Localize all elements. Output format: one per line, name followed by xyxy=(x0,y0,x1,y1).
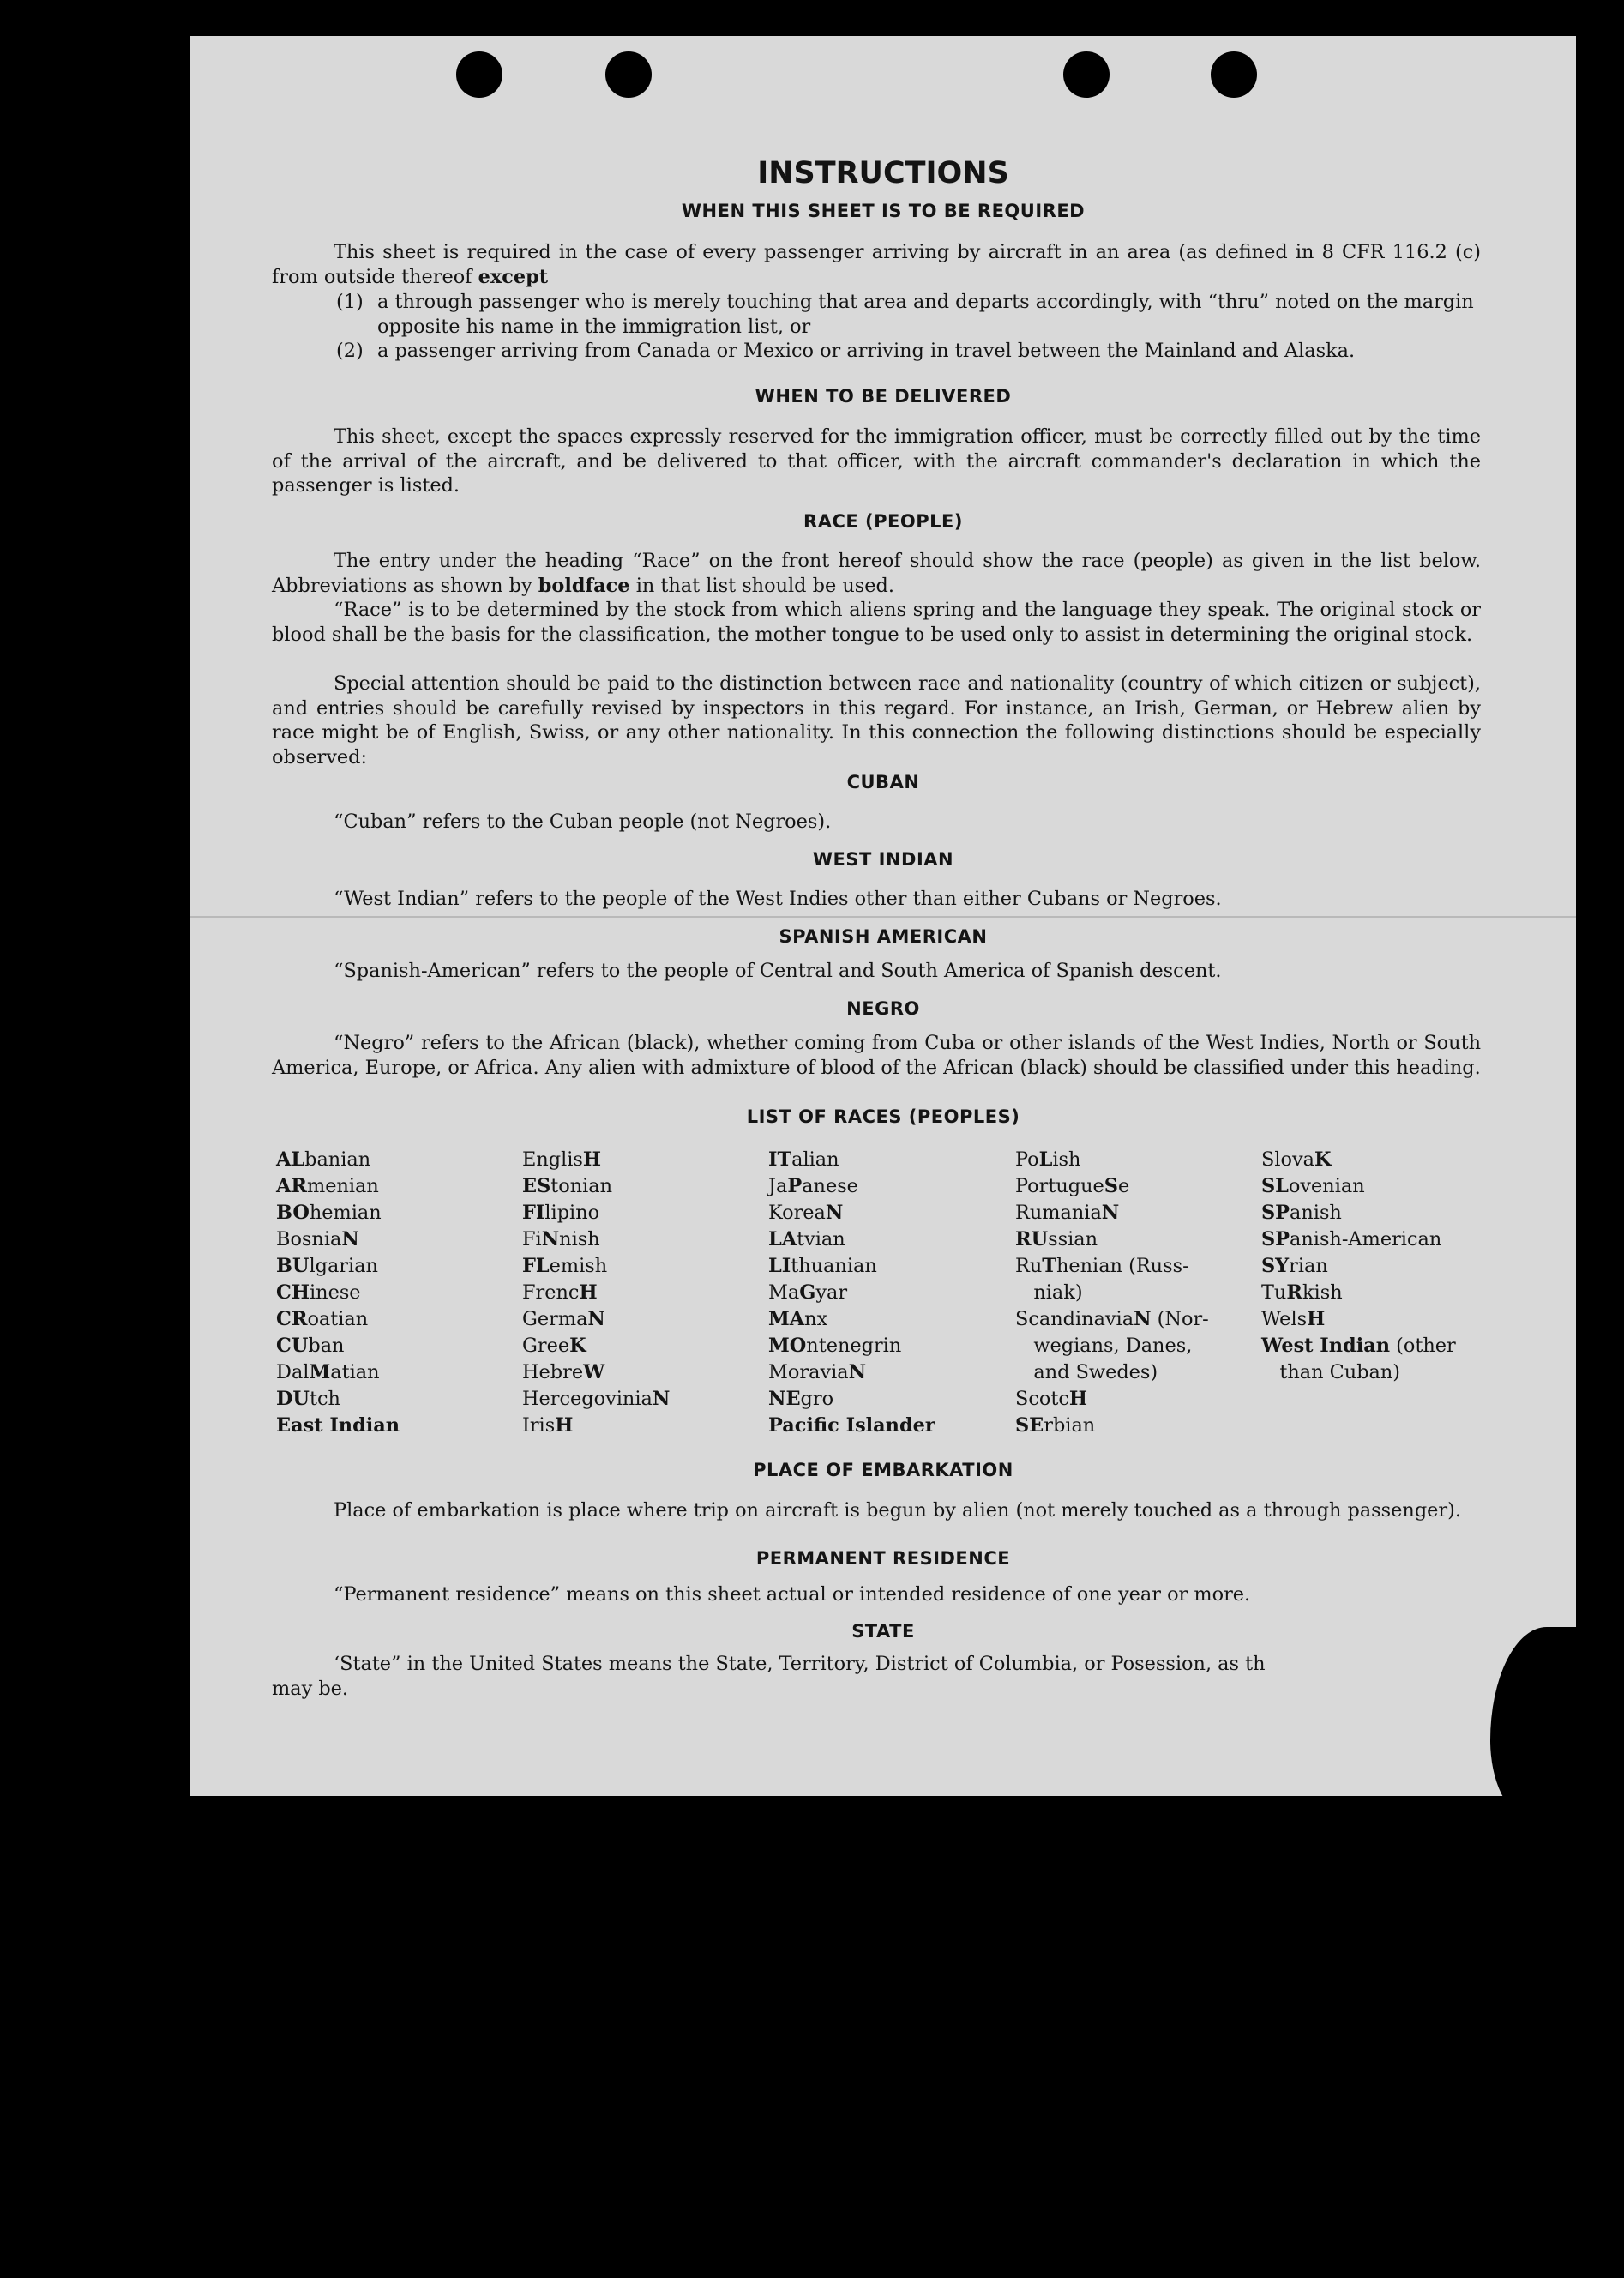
state-text: ‘State” in the United States means the State, Territory, District of Columbia, or Posession, as th may be. xyxy=(272,1653,1266,1700)
race-entry: East Indian xyxy=(276,1414,400,1437)
race-entry: MOntenegrin xyxy=(768,1335,902,1357)
race-entry: ARmenian xyxy=(276,1175,379,1197)
race-entry: ITalian xyxy=(768,1148,839,1171)
required-item: (1) a through passenger who is merely touching that area and departs accordingly, with “thru” noted on the margin opposite his name in the immigration list, or xyxy=(336,291,1474,338)
punch-hole xyxy=(456,51,502,98)
race-entry: RuThenian (Russ- xyxy=(1015,1255,1189,1277)
race-entry: KoreaN xyxy=(768,1202,844,1224)
race-entry: NEgro xyxy=(768,1388,834,1410)
race-entry: IrisH xyxy=(522,1414,574,1437)
race-entry: GermaN xyxy=(522,1308,605,1330)
section-heading-negro: NEGRO xyxy=(846,998,920,1019)
delivered-text: This sheet, except the spaces expressly reserved for the immigration officer, must be correctly filled out by the time of the arrival of the aircraft, and be delivered to that officer, with the aircraft commander's declaration in which the passenger is listed. xyxy=(272,425,1481,497)
section-heading-state: STATE xyxy=(851,1621,915,1642)
negro-text: “Negro” refers to the African (black), whether coming from Cuba or other islands of the West Indies, North or South America, Europe, or Africa. Any alien with admixture of blood of the African (black) should be classified under this heading. xyxy=(272,1032,1481,1079)
race-entry: than Cuban) xyxy=(1261,1361,1401,1383)
punch-hole xyxy=(1063,51,1110,98)
section-heading-west-indian: WEST INDIAN xyxy=(812,849,954,870)
cuban-text: “Cuban” refers to the Cuban people (not Negroes). xyxy=(334,811,832,833)
race-entry: HercegoviniaN xyxy=(522,1388,671,1410)
west-indian-text: “West Indian” refers to the people of the West Indies other than either Cubans or Negroes. xyxy=(334,888,1222,910)
races-column xyxy=(1261,1147,1456,1386)
section-heading-residence: PERMANENT RESIDENCE xyxy=(755,1548,1011,1569)
punch-hole xyxy=(605,51,652,98)
race-entry: ScotcH xyxy=(1015,1388,1088,1410)
race-entry: ScandinaviaN (Nor- xyxy=(1015,1308,1209,1330)
race-entry: niak) xyxy=(1015,1281,1083,1304)
race-entry: CRoatian xyxy=(276,1308,369,1330)
race-entry: SErbian xyxy=(1015,1414,1096,1437)
race-entry: FrencH xyxy=(522,1281,598,1304)
race-entry: SPanish xyxy=(1261,1202,1342,1224)
race-entry: Pacific Islander xyxy=(768,1414,935,1437)
race-entry: SYrian xyxy=(1261,1255,1328,1277)
race-entry: GreeK xyxy=(522,1335,586,1357)
races-column xyxy=(1015,1147,1209,1439)
race-entry: DUtch xyxy=(276,1388,340,1410)
races-column xyxy=(276,1147,400,1439)
required-intro: This sheet is required in the case of every passenger arriving by aircraft in an area (as defined in 8 CFR 116.2 (c) from outside thereof except xyxy=(272,241,1481,288)
race-entry: LAtvian xyxy=(768,1228,845,1250)
race-entry: MAnx xyxy=(768,1308,828,1330)
race-entry: FIlipino xyxy=(522,1202,600,1224)
race-entry: EStonian xyxy=(522,1175,613,1197)
race-entry: WelsH xyxy=(1261,1308,1326,1330)
race-entry: FLemish xyxy=(522,1255,608,1277)
embarkation-text: Place of embarkation is place where trip on aircraft is begun by alien (not merely touched as a through passenger). xyxy=(334,1499,1461,1522)
race-entry: RUssian xyxy=(1015,1228,1098,1250)
page-title: INSTRUCTIONS xyxy=(757,156,1009,190)
section-heading-delivered: WHEN TO BE DELIVERED xyxy=(755,386,1012,407)
race-entry: JaPanese xyxy=(768,1175,858,1197)
race-paragraph-1: The entry under the heading “Race” on the front hereof should show the race (people) as given in the list below. Abbreviations as shown by boldface in that list should be used. xyxy=(272,550,1481,597)
race-entry: and Swedes) xyxy=(1015,1361,1158,1383)
section-heading-cuban: CUBAN xyxy=(846,772,920,792)
race-entry: BOhemian xyxy=(276,1202,382,1224)
race-entry: FiNnish xyxy=(522,1228,600,1250)
race-entry: RumaniaN xyxy=(1015,1202,1120,1224)
section-heading-spanish-american: SPANISH AMERICAN xyxy=(779,926,988,947)
race-entry: West Indian (other xyxy=(1261,1335,1456,1357)
race-paragraph-3: Special attention should be paid to the distinction between race and nationality (country of which citizen or subject), and entries should be carefully revised by inspectors in this regard. For instance, an Irish, German, or Hebrew alien by race might be of English, Swiss, or any other nationality. In this connection the following distinctions should be especially observed: xyxy=(272,672,1481,768)
race-entry: BUlgarian xyxy=(276,1255,378,1277)
race-entry: SlovaK xyxy=(1261,1148,1332,1171)
section-heading-required: WHEN THIS SHEET IS TO BE REQUIRED xyxy=(681,201,1086,221)
race-entry: LIthuanian xyxy=(768,1255,877,1277)
spanish-american-text: “Spanish-American” refers to the people of Central and South America of Spanish descent. xyxy=(334,960,1222,982)
residence-text: “Permanent residence” means on this sheet actual or intended residence of one year or more. xyxy=(334,1583,1251,1606)
race-entry: HebreW xyxy=(522,1361,605,1383)
race-entry: TuRkish xyxy=(1261,1281,1343,1304)
punch-hole xyxy=(1211,51,1257,98)
document-sheet xyxy=(190,36,1576,1796)
race-entry: CUban xyxy=(276,1335,345,1357)
races-column xyxy=(768,1147,935,1439)
fold-crease xyxy=(190,916,1576,918)
race-entry: PortugueSe xyxy=(1015,1175,1130,1197)
race-entry: SPanish-American xyxy=(1261,1228,1442,1250)
race-entry: DalMatian xyxy=(276,1361,380,1383)
required-item: (2) a passenger arriving from Canada or Mexico or arriving in travel between the Mainland and Alaska. xyxy=(336,340,1356,362)
race-paragraph-2: “Race” is to be determined by the stock from which aliens spring and the language they speak. The original stock or blood shall be the basis for the classification, the mother tongue to be used only to assist in determining the original stock. xyxy=(272,599,1481,646)
race-entry: MaGyar xyxy=(768,1281,848,1304)
section-heading-embarkation: PLACE OF EMBARKATION xyxy=(753,1460,1013,1480)
race-entry: ALbanian xyxy=(276,1148,371,1171)
races-column xyxy=(522,1147,670,1439)
race-entry: SLovenian xyxy=(1261,1175,1365,1197)
race-entry: wegians, Danes, xyxy=(1015,1335,1193,1357)
race-entry: EnglisH xyxy=(522,1148,602,1171)
race-entry: PoLish xyxy=(1015,1148,1081,1171)
race-entry: BosniaN xyxy=(276,1228,359,1250)
race-entry: MoraviaN xyxy=(768,1361,867,1383)
section-heading-race: RACE (PEOPLE) xyxy=(803,511,963,532)
race-entry: CHinese xyxy=(276,1281,361,1304)
section-heading-races-list: LIST OF RACES (PEOPLES) xyxy=(746,1106,1020,1127)
